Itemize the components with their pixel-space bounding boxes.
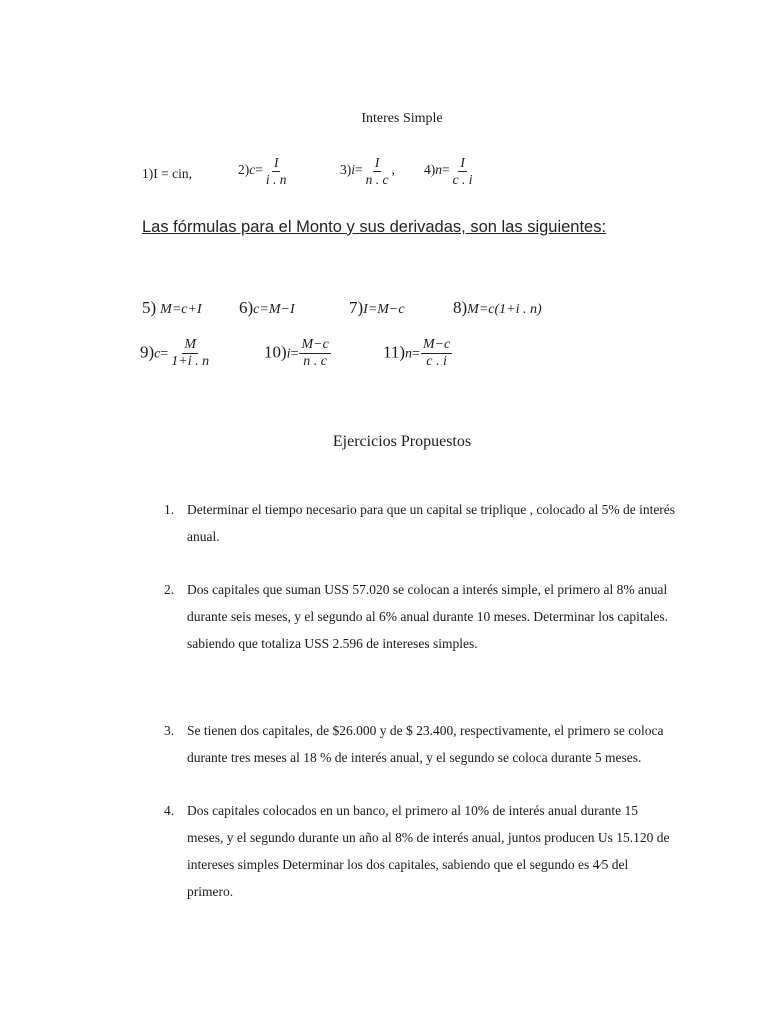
formula-4-label: 4) bbox=[424, 162, 436, 178]
exercise-number: 4. bbox=[164, 803, 175, 818]
formula-7 bbox=[349, 298, 405, 318]
exercise-number: 2. bbox=[164, 582, 175, 597]
formula-2-denominator: i . n bbox=[265, 171, 287, 187]
formula-9-denominator: 1+i . n bbox=[171, 354, 210, 370]
formula-3-lhs: i bbox=[351, 162, 356, 178]
formula-3-label: 3) bbox=[340, 162, 352, 178]
formula-10: 10)i= $\frac{M-c}{n . c}$ bbox=[264, 337, 329, 370]
document-title: Interes Simple bbox=[361, 111, 443, 126]
formula-10-numerator: M−c bbox=[299, 337, 330, 354]
exercise-text: Dos capitales colocados en un banco, el primero al 10% de interés anual durante 15 meses, y el segundo durante un año al 8% de interés anual, juntos producen Us 15.120 de intereses simples Determinar los dos capitales, sabiendo que el segundo es 4⁄5 del primero. bbox=[187, 803, 670, 899]
exercise-number: 3. bbox=[164, 723, 175, 738]
formula-11: 11)n= $\frac{M-c}{c . i}$ bbox=[383, 337, 451, 370]
formula-8 bbox=[453, 298, 542, 318]
formula-9-label: 9) bbox=[140, 342, 155, 362]
formula-6-expression: c=M−I bbox=[253, 302, 295, 317]
exercise-text: Se tienen dos capitales, de $26.000 y de $ 23.400, respectivamente, el primero se coloca durante tres meses al 18 % de interés anual, y el segundo se coloca durante 5 meses. bbox=[187, 723, 664, 765]
formula-3-numerator: I bbox=[374, 155, 380, 170]
formula-3: 3)i= $\frac{I}{n . c}$ , bbox=[340, 155, 395, 187]
formula-8-expression: M=c(1+i . n) bbox=[467, 302, 542, 317]
formula-4-fraction bbox=[451, 155, 475, 187]
formula-9-numerator: M bbox=[182, 337, 198, 354]
formula-2-label: 2) bbox=[238, 162, 250, 178]
formula-2-fraction bbox=[264, 155, 289, 187]
formula-9-lhs: c bbox=[154, 346, 161, 362]
section-subheading: Las fórmulas para el Monto y sus derivadas, son las siguientes: bbox=[142, 218, 607, 236]
formula-5 bbox=[142, 298, 202, 318]
formula-7-label: 7) bbox=[349, 298, 364, 317]
exercises-title: Ejercicios Propuestos bbox=[332, 433, 472, 450]
formula-5-label: 5) bbox=[142, 298, 157, 317]
formula-3-separator: , bbox=[391, 162, 395, 178]
formula-10-denominator: n . c bbox=[303, 354, 327, 370]
formula-3-denominator: n . c bbox=[365, 171, 389, 187]
formula-11-denominator: c . i bbox=[426, 354, 447, 370]
formula-10-lhs: i bbox=[286, 346, 291, 362]
formula-11-fraction bbox=[421, 337, 452, 370]
formula-4: 4)n= $\frac{I}{c . i}$ bbox=[424, 155, 473, 187]
formula-2-lhs: c bbox=[249, 162, 256, 178]
formula-4-lhs: n bbox=[435, 162, 442, 178]
formula-9: 9)c= $\frac{M}{1+i . n}$ bbox=[140, 337, 210, 370]
formula-5-expression: M=c+I bbox=[160, 302, 202, 317]
formula-8-label: 8) bbox=[453, 298, 468, 317]
formula-3-fraction bbox=[364, 155, 391, 187]
formula-4-denominator: c . i bbox=[452, 171, 473, 187]
formula-11-numerator: M−c bbox=[421, 337, 452, 354]
formula-10-label: 10) bbox=[264, 342, 287, 362]
formula-11-label: 11) bbox=[383, 342, 406, 362]
formula-6 bbox=[239, 298, 295, 318]
formula-2-numerator: I bbox=[273, 155, 279, 170]
exercise-text: Determinar el tiempo necesario para que un capital se triplique , colocado al 5% de interés anual. bbox=[187, 502, 676, 544]
formula-2: 2)c= $\frac{I}{i . n}$ bbox=[238, 155, 287, 187]
formula-6-label: 6) bbox=[239, 298, 254, 317]
exercise-text: Dos capitales que suman USS 57.020 se colocan a interés simple, el primero al 8% anual durante seis meses, y el segundo al 6% anual durante 10 meses. Determinar los capitales. sabiendo que totaliza USS 2.596 de intereses simples. bbox=[187, 582, 668, 651]
formula-7-expression: I=M−c bbox=[363, 302, 405, 317]
exercise-number: 1. bbox=[164, 502, 175, 517]
formula-4-numerator: I bbox=[460, 155, 465, 170]
formula-1: 1)I = cin, bbox=[142, 166, 192, 181]
formula-9-fraction bbox=[169, 337, 211, 370]
formula-10-fraction bbox=[299, 337, 330, 370]
formula-11-lhs: n bbox=[405, 346, 413, 362]
